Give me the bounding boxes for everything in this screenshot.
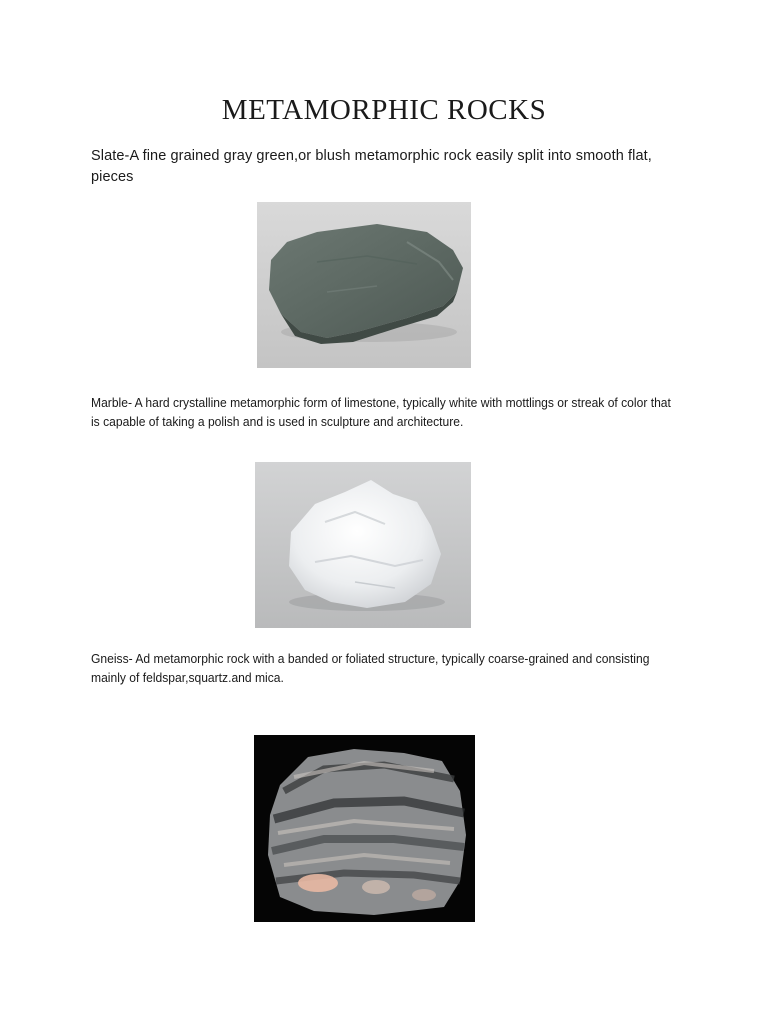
marble-description: Marble- A hard crystalline metamorphic form of limestone, typically white with mottlings or streak of color that is capable of taking a polish and is used in sculpture and architecture. bbox=[91, 395, 671, 429]
slate-rock-photo bbox=[257, 202, 471, 368]
gneiss-description: Gneiss- Ad metamorphic rock with a banded or foliated structure, typically coarse-grained and consisting mainly of feldspar,squartz.and mica. bbox=[91, 651, 650, 685]
marble-rock-photo bbox=[255, 462, 471, 628]
page-title: METAMORPHIC ROCKS bbox=[221, 94, 547, 126]
slate-description: Slate-A fine grained gray green,or blush metamorphic rock easily split into smooth flat, pieces bbox=[91, 148, 652, 185]
gneiss-rock-photo bbox=[254, 735, 475, 922]
